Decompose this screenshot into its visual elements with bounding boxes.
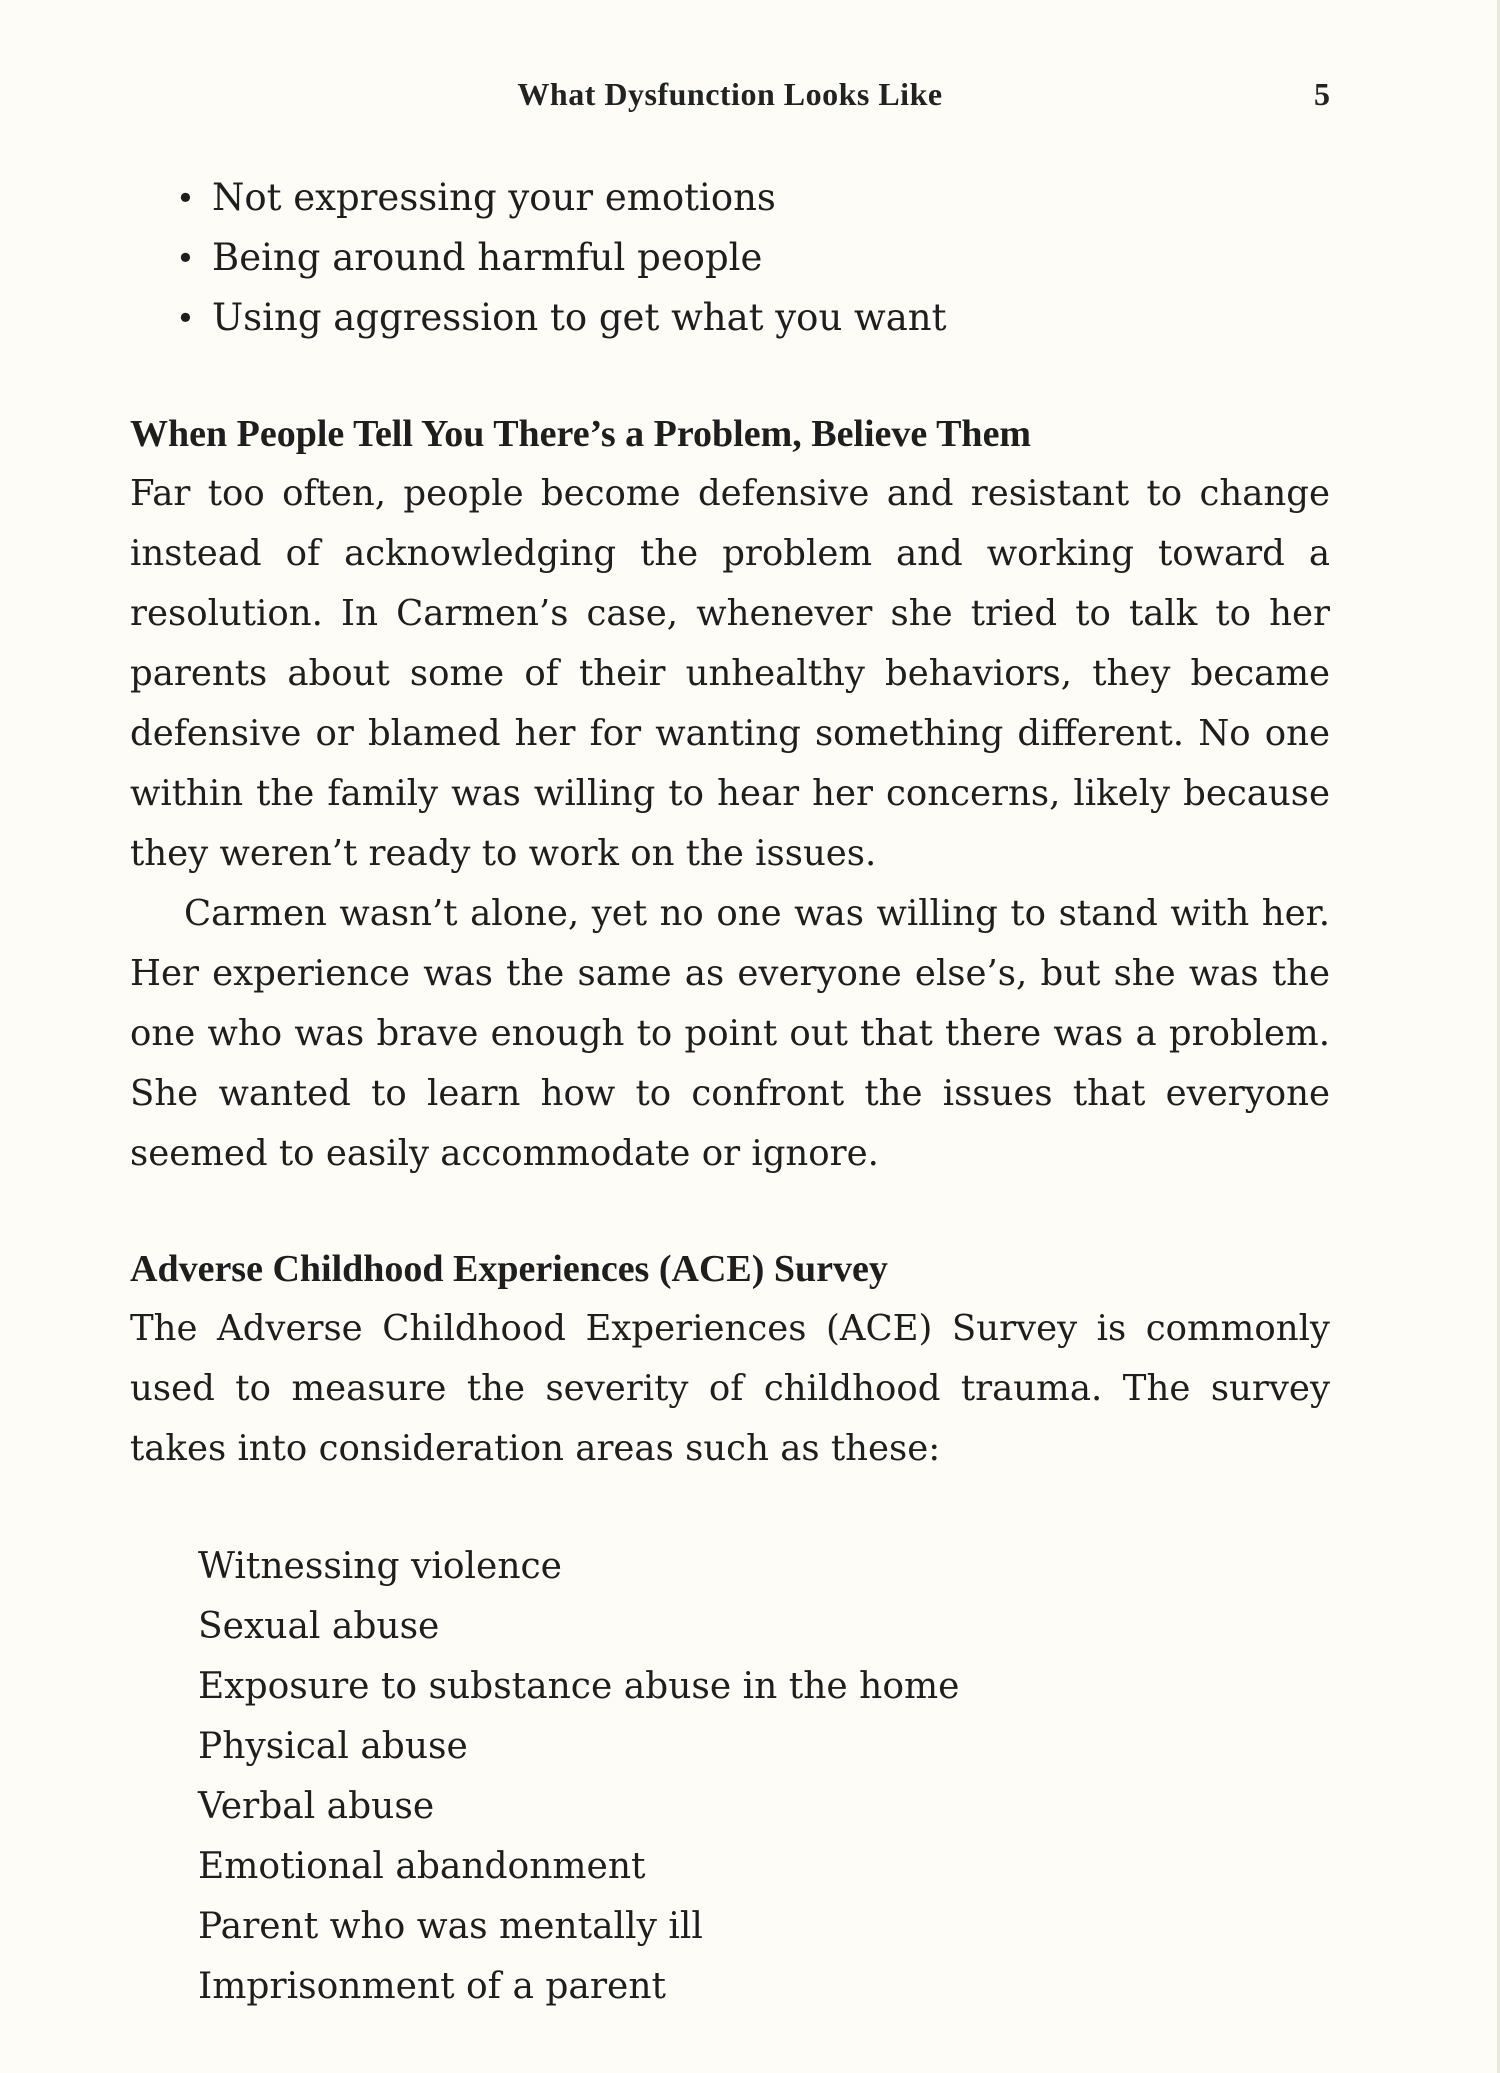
running-head: [130, 76, 1330, 126]
section-ace-survey: [130, 1239, 1330, 2017]
bullet-item: [176, 228, 1330, 288]
list-item: Physical abuse: [198, 1726, 468, 1767]
list-item: Parent who was mentally ill: [198, 1906, 703, 1947]
bullet-item: [176, 168, 1330, 228]
list-item: Exposure to substance abuse in the home: [198, 1666, 960, 1707]
body-paragraph: Far too often, people become defensive and resistant to change instead of acknowledging the problem and working toward a resolution. In Carmen’s case, whenever she tried to talk to her parents about some of their unhealthy behaviors, they became defensive or blamed her for wanting something different. No one within the family was willing to hear her concerns, likely because they weren’t ready to work on the issues.: [130, 473, 1330, 874]
page-number: 5: [1314, 76, 1330, 112]
bullet-icon: •: [176, 299, 195, 337]
bullet-text: Being around harmful people: [212, 236, 763, 279]
running-title: What Dysfunction Looks Like: [517, 76, 943, 112]
page-content: [130, 168, 1330, 2017]
bullet-icon: •: [176, 239, 195, 277]
list-item: Witnessing violence: [198, 1546, 562, 1587]
list-item: Imprisonment of a parent: [198, 1966, 667, 2007]
bullet-text: Using aggression to get what you want: [212, 296, 947, 339]
bullet-icon: •: [176, 179, 195, 217]
bullet-text: Not expressing your emotions: [212, 176, 776, 219]
bullet-list: [130, 168, 1330, 348]
list-item: Verbal abuse: [198, 1786, 435, 1827]
list-item: Sexual abuse: [198, 1606, 440, 1647]
section-heading: Adverse Childhood Experiences (ACE) Survey: [130, 1248, 888, 1290]
section-heading: When People Tell You There’s a Problem, Believe Them: [130, 413, 1032, 455]
section-believe-them: [130, 404, 1330, 1184]
ace-areas-list: [130, 1537, 1330, 2017]
bullet-item: [176, 288, 1330, 348]
body-paragraph: The Adverse Childhood Experiences (ACE) Survey is commonly used to measure the severity of childhood trauma. The survey takes into consideration areas such as these:: [130, 1308, 1330, 1469]
list-item: Emotional abandonment: [198, 1846, 646, 1887]
body-paragraph: Carmen wasn’t alone, yet no one was willing to stand with her. Her experience was the same as everyone else’s, but she was the one who was brave enough to point out that there was a problem. She wanted to learn how to confront the issues that everyone seemed to easily accommodate or ignore.: [130, 893, 1330, 1174]
